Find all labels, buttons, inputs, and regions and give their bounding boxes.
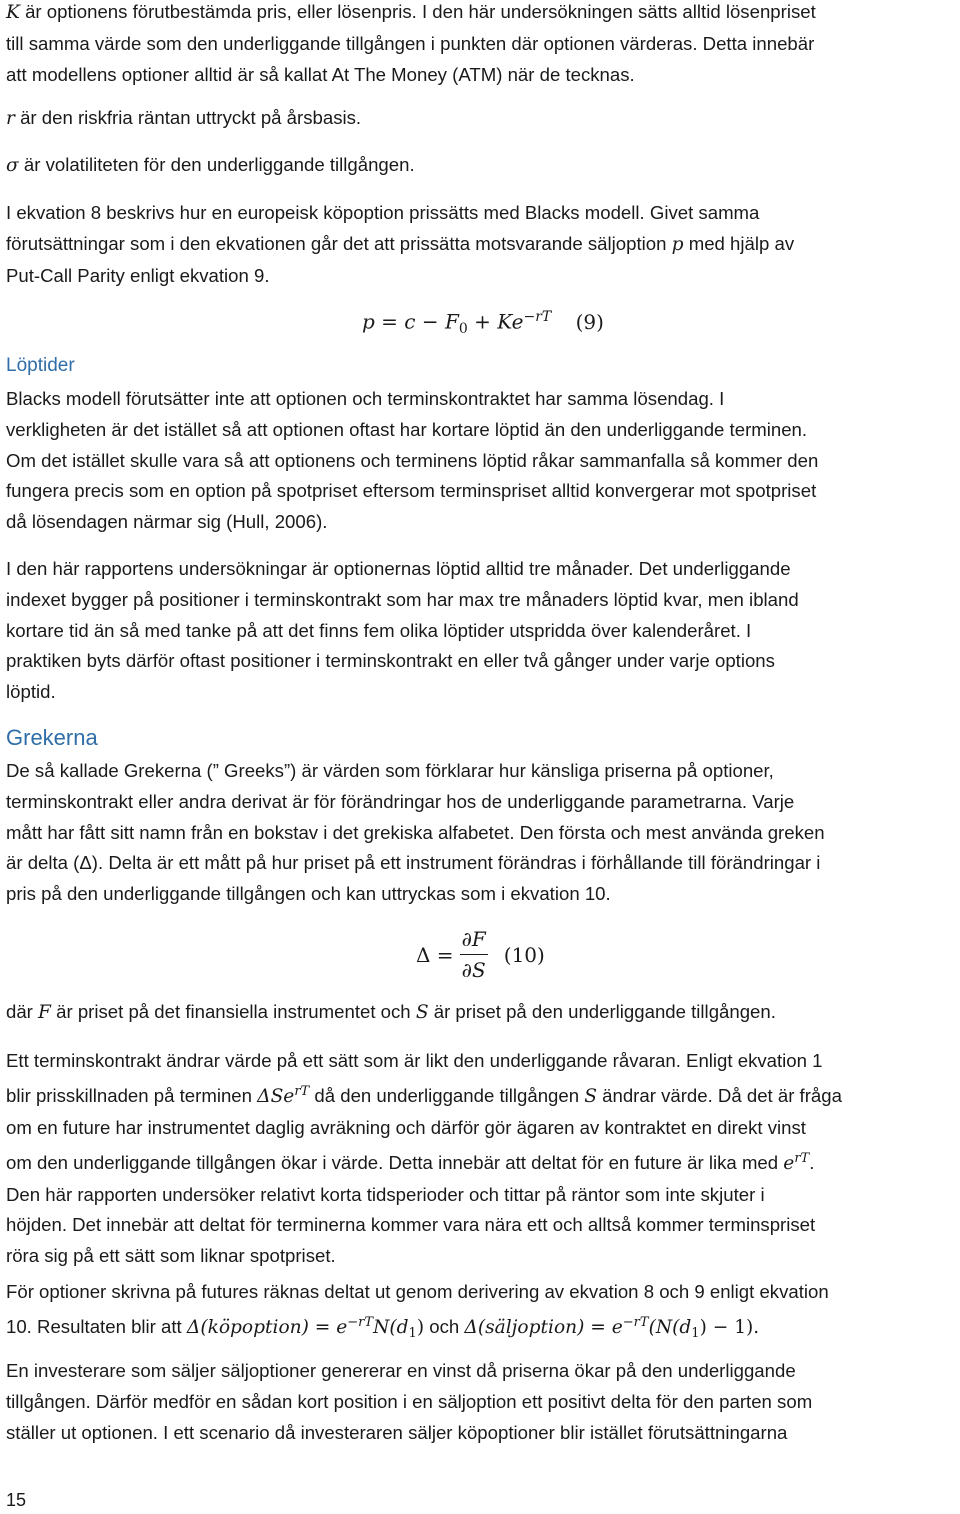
paragraph-f-s-definition: där F är priset på det finansiella instrumentet och S är priset på den underliggande tillgången.: [6, 1001, 776, 1023]
paragraph-option-delta: För optioner skrivna på futures räknas deltat ut genom derivering av ekvation 8 och 9 enligt ekvation 10. Resultaten blir att Δ(köpoption) = $e^{-rT}N(d_1)$ och Δ(säljoption) = $e^{-rT}(N(d_1) - 1)$.: [6, 1281, 829, 1341]
symbol-k: K: [6, 2, 20, 23]
paragraph-k-definition: K är optionens förutbestämda pris, eller lösenpris. I den här undersökningen sätts alltid lösenpriset till samma värde som den underliggande tillgången i punkten där optionen värderas. Detta innebär att modellens optioner alltid är så kallat At The Money (ATM) när de tecknas.: [6, 1, 816, 85]
paragraph-sigma-definition: σ är volatiliteten för den underliggande tillgången.: [6, 154, 415, 176]
heading-grekerna: Grekerna: [6, 725, 98, 750]
equation-10: Δ = $\frac{\partial F}{\partial S}$ (10): [416, 927, 545, 982]
equation-9: $p = c - F_0 + Ke^{-rT}$ (9): [362, 309, 604, 337]
paragraph-put-call-parity: I ekvation 8 beskrivs hur en europeisk köpoption prissätts med Blacks modell. Givet samma förutsättningar som i den ekvationen går det att prissätta motsvarande säljoption p med hjälp av Put-Call Parity enligt ekvation 9.: [6, 202, 795, 286]
page-number: 15: [6, 1490, 27, 1510]
paragraph-grekerna: De så kallade Grekerna (” Greeks”) är värden som förklarar hur känsliga priserna på optioner, terminskontrakt eller andra derivat är för förändringar hos de underliggande parametrarna. Varje mått har fått sitt namn från en bokstav i det grekiska alfabetet. Den första och mest använda greken är delta (Δ). Delta är ett mått på hur priset på ett instrument förändras i förhållande till förändringar i pris på den underliggande tillgången och kan uttryckas som i ekvation 10.: [6, 760, 825, 905]
paragraph-report-maturity: I den här rapportens undersökningar är optionernas löptid alltid tre månader. Det underliggande indexet bygger på positioner i terminskontrakt som har max tre månaders löptid kvar, men ibland kortare tid än så med tanke på att det finns fem olika löptider utspridda över kalenderåret. I praktiken byts därför oftast positioner i terminskontrakt en eller två gånger under varje options löptid.: [6, 558, 799, 703]
heading-loptider: Löptider: [6, 355, 75, 376]
paragraph-r-definition: r är den riskfria räntan uttryckt på årsbasis.: [6, 107, 362, 129]
paragraph-investor: En investerare som säljer säljoptioner genererar en vinst då priserna ökar på den underliggande tillgången. Därför medför en sådan kort position i en säljoption ett positivt delta för den parten som ställer ut optionen. I ett scenario då investeraren säljer köpoptioner blir istället förutsättningarna: [6, 1360, 813, 1443]
paragraph-loptider: Blacks modell förutsätter inte att optionen och terminskontraktet har samma lösendag. I verkligheten är det istället så att optionen oftast har kortare löptid än den underliggande terminen. Om det istället skulle vara så att optionens och terminens löptid råkar sammanfalla så kommer den fungera precis som en option på spotpriset eftersom terminspriset alltid konvergerar mot spotpriset då lösendagen närmar sig (Hull, 2006).: [6, 388, 819, 533]
paragraph-futures-delta: Ett terminskontrakt ändrar värde på ett sätt som är likt den underliggande råvaran. Enligt ekvation 1 blir prisskillnaden på terminen ΔSe$^{rT}$ då den underliggande tillgången S ändrar värde. Då det är fråga om en future har instrumentet daglig avräkning och därför gör ägaren av kontraktet en direkt vinst om den underliggande tillgången ökar i värde. Detta innebär att deltat för en future är lika med $e^{rT}$. Den här rapporten undersöker relativt korta tidsperioder och tittar på räntor som inte skjuter i höjden. Det innebär att deltat för terminerna kommer vara nära ett och alltså kommer terminspriset röra sig på ett sätt som liknar spotpriset.: [6, 1050, 842, 1267]
